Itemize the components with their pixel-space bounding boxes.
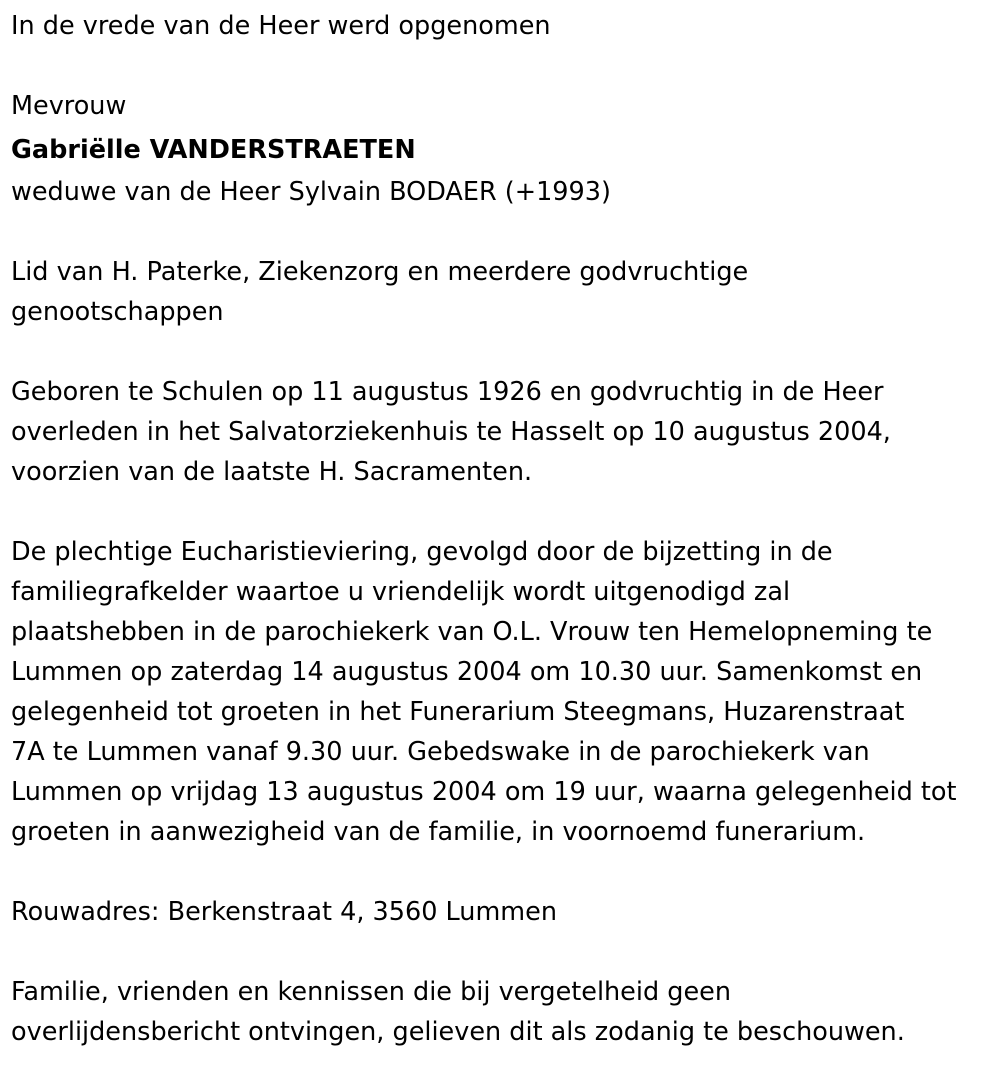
paragraph-spacer [11, 852, 996, 892]
birth-death-line: overleden in het Salvatorziekenhuis te Hasselt op 10 augustus 2004, [11, 417, 891, 447]
paragraph-spacer [11, 220, 996, 252]
closing-line: Familie, vrienden en kennissen die bij vergetelheid geen [11, 977, 731, 1007]
membership-line: genootschappen [11, 297, 224, 327]
closing-line: overlijdensbericht ontvingen, gelieven dit als zodanig te beschouwen. [11, 1017, 905, 1047]
closing-paragraph [11, 972, 996, 1052]
paragraph-spacer [11, 46, 996, 86]
intro-text: In de vrede van de Heer werd opgenomen [11, 11, 551, 41]
membership-line: Lid van H. Paterke, Ziekenzorg en meerdere godvruchtige [11, 257, 749, 287]
membership-paragraph [11, 252, 996, 332]
paragraph-spacer [11, 932, 996, 972]
ceremony-line: familiegrafkelder waartoe u vriendelijk wordt uitgenodigd zal [11, 577, 791, 607]
ceremony-line: De plechtige Eucharistieviering, gevolgd door de bijzetting in de [11, 537, 833, 567]
spouse-line: weduwe van de Heer Sylvain BODAER (+1993) [11, 177, 611, 207]
ceremony-line: Lummen op vrijdag 13 augustus 2004 om 19 uur, waarna gelegenheid tot [11, 777, 957, 807]
deceased-name: Gabriëlle VANDERSTRAETEN [11, 135, 416, 165]
birth-death-paragraph [11, 372, 996, 492]
ceremony-line: groeten in aanwezigheid van de familie, in voornoemd funerarium. [11, 817, 866, 847]
paragraph-spacer [11, 332, 996, 372]
obituary-notice [11, 6, 996, 1052]
birth-death-line: voorzien van de laatste H. Sacramenten. [11, 457, 533, 487]
paragraph-spacer [11, 492, 996, 532]
ceremony-line: plaatshebben in de parochiekerk van O.L. Vrouw ten Hemelopneming te [11, 617, 933, 647]
ceremony-line: Lummen op zaterdag 14 augustus 2004 om 10.30 uur. Samenkomst en [11, 657, 923, 687]
birth-death-line: Geboren te Schulen op 11 augustus 1926 en godvruchtig in de Heer [11, 377, 884, 407]
honorific: Mevrouw [11, 91, 127, 121]
ceremony-line: 7A te Lummen vanaf 9.30 uur. Gebedswake in de parochiekerk van [11, 737, 870, 767]
ceremony-line: gelegenheid tot groeten in het Funerarium Steegmans, Huzarenstraat [11, 697, 905, 727]
mourning-address: Rouwadres: Berkenstraat 4, 3560 Lummen [11, 897, 557, 927]
ceremony-paragraph [11, 532, 996, 852]
